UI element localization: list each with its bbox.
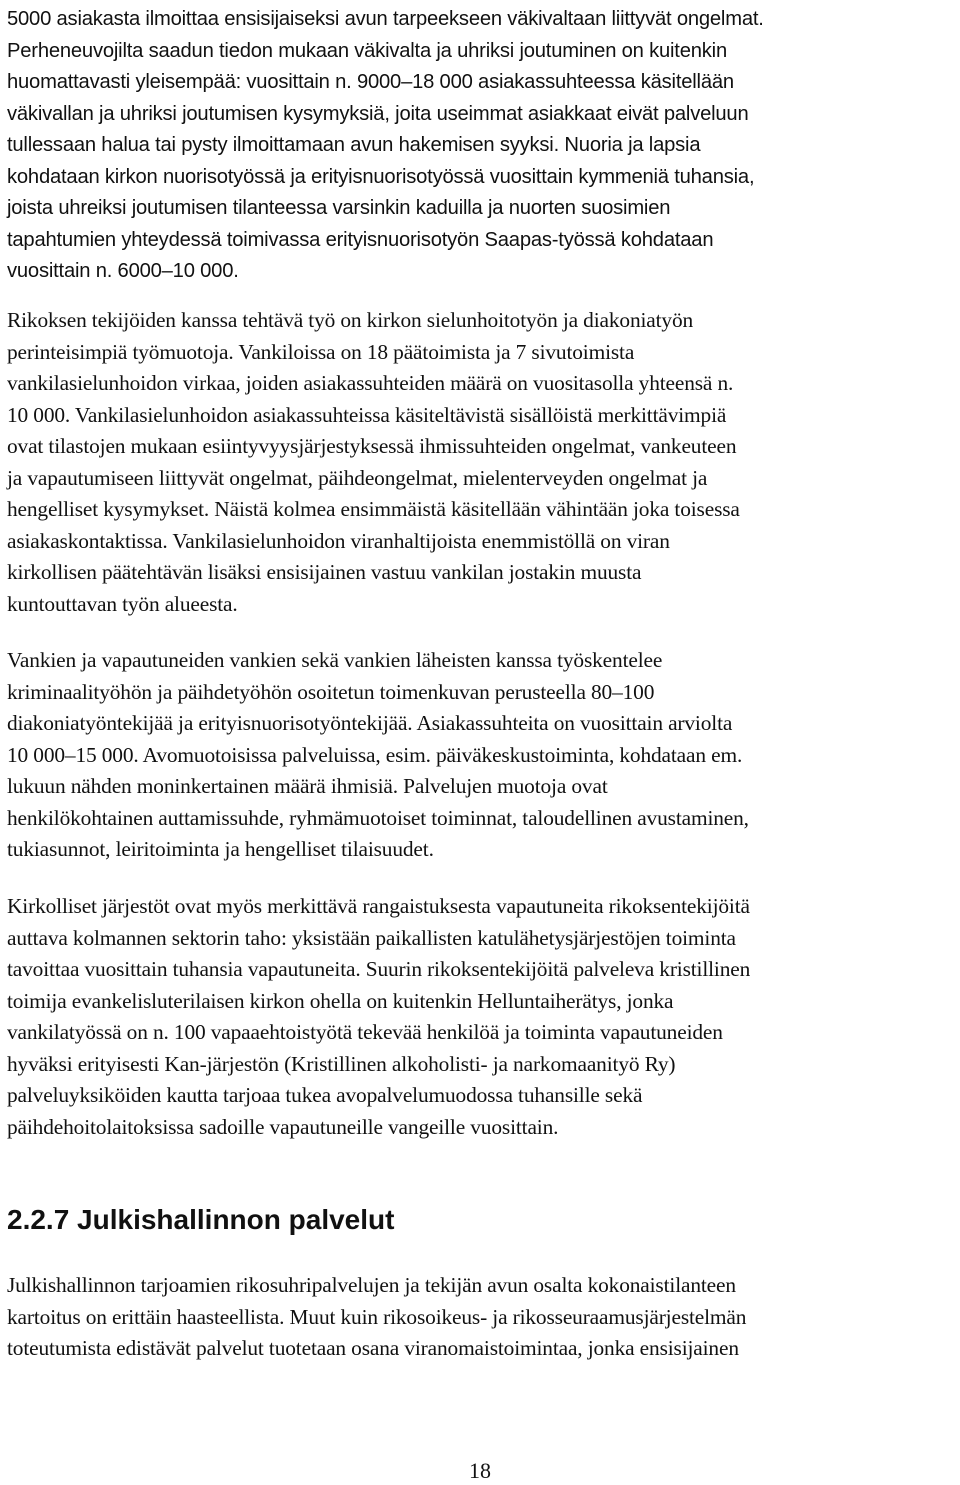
text-line: henkilökohtainen auttamissuhde, ryhmämuotoiset toiminnat, taloudellinen avustaminen, (7, 805, 749, 830)
text-line: perinteisimpiä työmuotoja. Vankiloissa on 18 päätoimista ja 7 sivutoimista (7, 339, 635, 364)
text-line: asiakaskontaktissa. Vankilasielunhoidon viranhaltijoista enemmistöllä on viran (7, 528, 670, 553)
text-line: vankilatyössä on n. 100 vapaaehtoistyötä tekevää henkilöä ja toiminta vapautuneiden (7, 1020, 723, 1044)
text-line: 5000 asiakasta ilmoittaa ensisijaiseksi avun tarpeekseen väkivaltaan liittyvät ongelmat. (7, 8, 764, 30)
text-line: huomattavasti yleisempää: vuosittain n. 9000–18 000 asiakassuhteessa käsitellään (7, 71, 734, 93)
text-line: ovat tilastojen mukaan esiintyvyysjärjestyksessä ihmissuhteiden ongelmat, vankeuteen (7, 434, 737, 458)
text-line: kirkollisen päätehtävän lisäksi ensisijainen vastuu vankilan jostakin muusta (7, 560, 642, 584)
text-line: kuntouttavan työn alueesta. (7, 591, 238, 616)
page-number: 18 (469, 1458, 491, 1483)
paragraph-public-administration (7, 1270, 746, 1365)
text-line: ja vapautumiseen liittyvät ongelmat, päihdeongelmat, mielenterveyden ongelmat ja (7, 465, 708, 490)
text-line: diakoniatyöntekijää ja erityisnuorisotyöntekijää. Asiakassuhteita on vuosittain arviolta (7, 711, 733, 735)
section-heading: 2.2.7 Julkishallinnon palvelut (7, 1204, 395, 1235)
text-line: Rikoksen tekijöiden kanssa tehtävä työ on kirkon sielunhoitotyön ja diakoniatyön (7, 308, 694, 332)
text-line: Vankien ja vapautuneiden vankien sekä vankien läheisten kanssa työskentelee (7, 648, 663, 672)
paragraph-offender-work (7, 305, 740, 620)
paragraph-church-organisations (7, 891, 750, 1143)
text-line: vuosittain n. 6000–10 000. (7, 260, 239, 282)
text-line: päihdehoitolaitoksissa sadoille vapautuneille vangeille vuosittain. (7, 1114, 559, 1139)
text-line: väkivallan ja uhriksi joutumisen kysymyksiä, joita useimmat asiakkaat eivät palveluun (7, 102, 749, 125)
text-line: vankilasielunhoidon virkaa, joiden asiakassuhteiden määrä on vuositasolla yhteensä n. (7, 371, 734, 395)
text-line: hyväksi erityisesti Kan-järjestön (Kristillinen alkoholisti- ja narkomaanityö Ry) (7, 1051, 676, 1076)
text-line: toteutumista edistävät palvelut tuotetaan osana viranomaistoimintaa, jonka ensisijainen (7, 1336, 739, 1360)
text-line: kartoitus on erittäin haasteellista. Muut kuin rikosoikeus- ja rikosseuraamusjärjestelmän (7, 1304, 747, 1329)
text-line: Julkishallinnon tarjoamien rikosuhripalvelujen ja tekijän avun osalta kokonaistilanteen (7, 1273, 736, 1297)
text-line: palveluyksiköiden kautta tarjoaa tukea avopalvelumuodossa tuhansille sekä (7, 1083, 643, 1107)
text-line: kohdataan kirkon nuorisotyössä ja erityisnuorisotyössä vuosittain kymmeniä tuhansia, (7, 165, 755, 188)
text-line: hengelliset kysymykset. Näistä kolmea ensimmäistä käsitellään vähintään joka toisessa (7, 497, 740, 521)
text-line: tukiasunnot, leiritoiminta ja hengelliset tilaisuudet. (7, 837, 434, 861)
text-line: 10 000–15 000. Avomuotoisissa palveluissa, esim. päiväkeskustoiminta, kohdataan em. (7, 742, 743, 767)
paragraph-released-prisoners (7, 645, 749, 866)
text-line: joista uhreiksi joutumisen tilanteessa varsinkin kaduilla ja nuorten suosimien (7, 197, 671, 219)
text-line: Kirkolliset järjestöt ovat myös merkittävä rangaistuksesta vapautuneita rikoksentekijöitä (7, 894, 750, 918)
text-line: lukuun nähden moninkertainen määrä ihmisiä. Palvelujen muotoja ovat (7, 774, 608, 798)
text-line: 10 000. Vankilasielunhoidon asiakassuhteissa käsiteltävistä sisällöistä merkittävimpiä (7, 402, 727, 427)
text-line: toimija evankelisluterilaisen kirkon ohella on kuitenkin Helluntaiherätys, jonka (7, 988, 674, 1013)
text-line: kriminaalityöhön ja päihdetyöhön osoitetun toimenkuvan perusteella 80–100 (7, 679, 655, 704)
text-line: tullessaan halua tai pysty ilmoittamaan avun hakemisen syyksi. Nuoria ja lapsia (7, 134, 701, 156)
paragraph-family-counselling (7, 4, 764, 288)
text-line: tavoittaa vuosittain tuhansia vapautuneita. Suurin rikoksentekijöitä palveleva kristillinen (7, 957, 751, 981)
text-line: Perheneuvojilta saadun tiedon mukaan väkivalta ja uhriksi joutuminen on kuitenkin (7, 39, 727, 62)
text-line: tapahtumien yhteydessä toimivassa erityisnuorisotyön Saapas-työssä kohdataan (7, 228, 714, 251)
text-line: auttava kolmannen sektorin taho: yksistään paikallisten katulähetysjärjestöjen toiminta (7, 925, 736, 950)
